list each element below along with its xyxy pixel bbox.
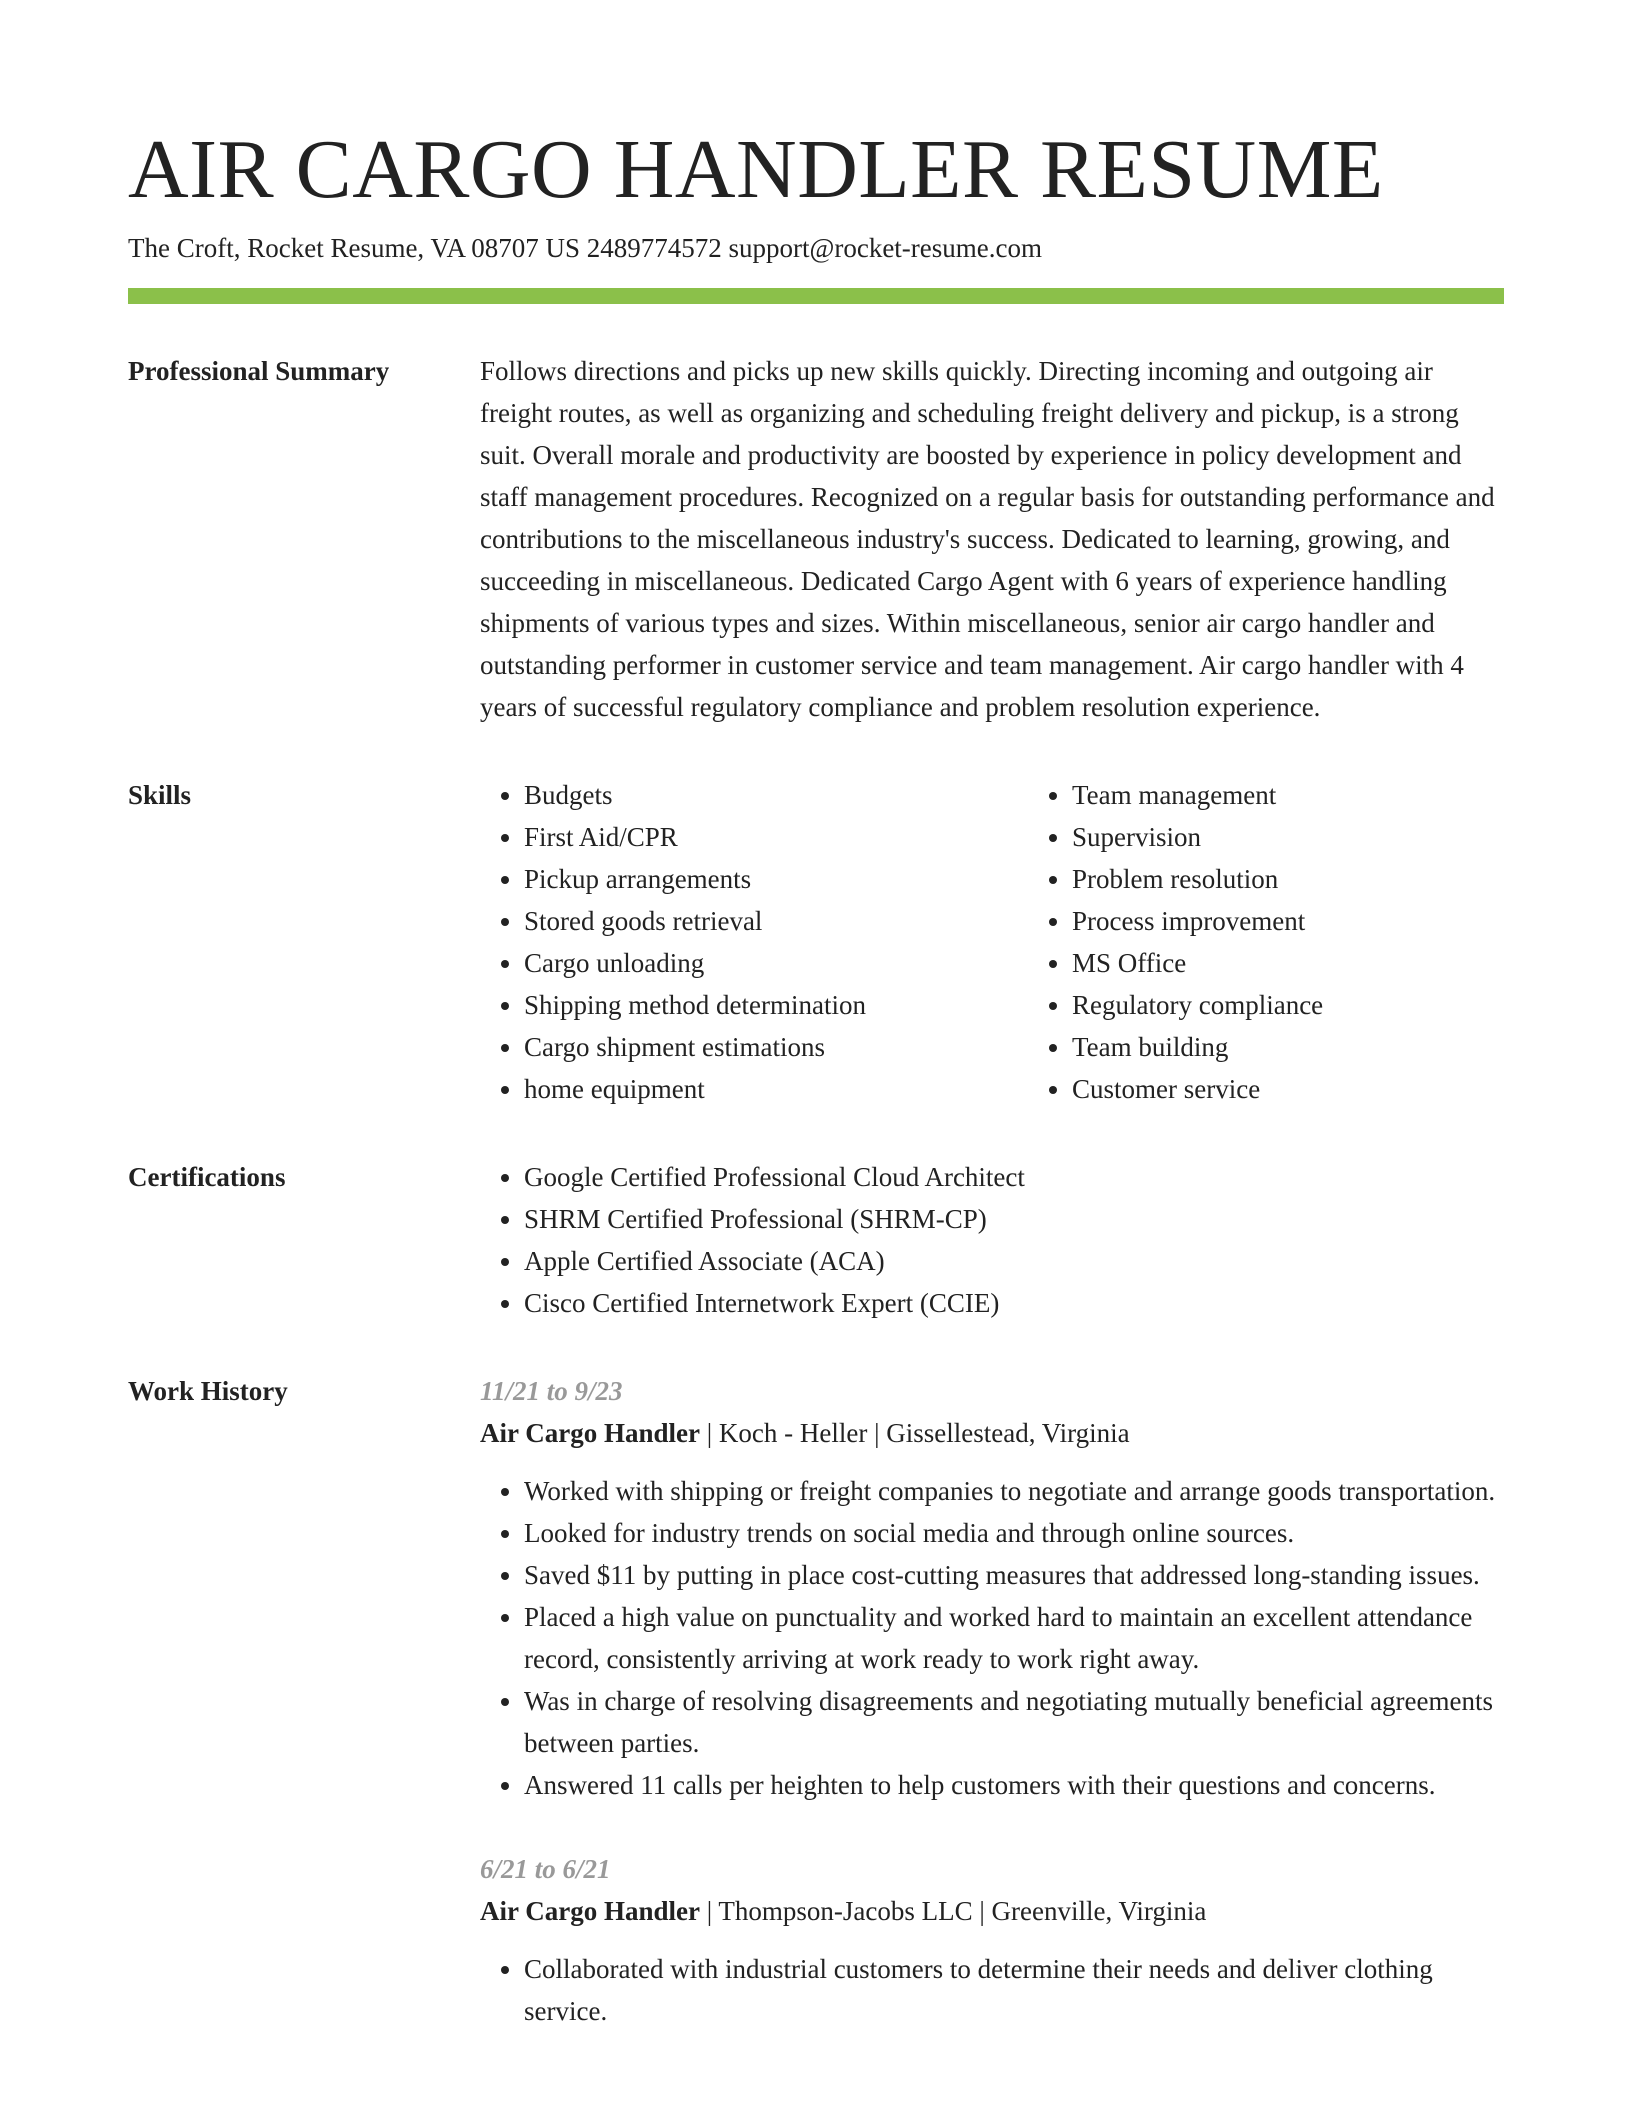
skill-item: • Pickup arrangements	[524, 858, 1028, 900]
certification-item: • Cisco Certified Internetwork Expert (CCIE)	[524, 1282, 1504, 1324]
job-bullet: • Worked with shipping or freight companies to negotiate and arrange goods transportation.	[524, 1470, 1504, 1512]
skill-item: • Problem resolution	[1072, 858, 1576, 900]
skill-item: • Cargo shipment estimations	[524, 1026, 1028, 1068]
accent-divider	[128, 288, 1504, 304]
contact-line: The Croft, Rocket Resume, VA 08707 US 2489774572 support@rocket-resume.com	[128, 233, 1043, 263]
resume-page	[128, 120, 1504, 2032]
skill-item: • Supervision	[1072, 816, 1576, 858]
job-employer-location: | Koch - Heller | Gissellestead, Virginia	[699, 1418, 1130, 1448]
skill-item: • Budgets	[524, 774, 1028, 816]
job-bullet: • Looked for industry trends on social media and through online sources.	[524, 1512, 1504, 1554]
job-bullet: • Collaborated with industrial customers to determine their needs and deliver clothing service.	[524, 1948, 1504, 2032]
job-header	[480, 1412, 1504, 1454]
job-bullet: • Was in charge of resolving disagreements and negotiating mutually beneficial agreements between parties.	[524, 1680, 1504, 1764]
skill-item: • MS Office	[1072, 942, 1576, 984]
job-entry	[480, 1370, 1504, 1806]
skill-item: • home equipment	[524, 1068, 1028, 1110]
job-bullets	[480, 1948, 1504, 2032]
certifications-heading: Certifications	[128, 1162, 286, 1192]
skill-item: • Team building	[1072, 1026, 1576, 1068]
skill-item: • Cargo unloading	[524, 942, 1028, 984]
skills-heading: Skills	[128, 780, 192, 810]
job-employer-location: | Thompson-Jacobs LLC | Greenville, Virginia	[699, 1896, 1207, 1926]
skill-item: • Process improvement	[1072, 900, 1576, 942]
resume-title: AIR CARGO HANDLER RESUME	[128, 123, 1384, 216]
certification-item: • Apple Certified Associate (ACA)	[524, 1240, 1504, 1282]
certifications-list	[480, 1156, 1504, 1324]
job-header	[480, 1890, 1504, 1932]
skill-item: • Shipping method determination	[524, 984, 1028, 1026]
job-dates: 11/21 to 9/23	[480, 1376, 623, 1406]
job-title: Air Cargo Handler	[480, 1418, 700, 1448]
work-history-heading: Work History	[128, 1376, 288, 1406]
certification-item: • Google Certified Professional Cloud Architect	[524, 1156, 1504, 1198]
job-bullets	[480, 1470, 1504, 1806]
certifications-section	[128, 1162, 1504, 1324]
summary-heading: Professional Summary	[128, 356, 390, 386]
skills-list-right	[1028, 774, 1576, 1110]
job-dates: 6/21 to 6/21	[480, 1854, 611, 1884]
skill-item: • Stored goods retrieval	[524, 900, 1028, 942]
skill-item: • Team management	[1072, 774, 1576, 816]
skills-section	[128, 780, 1504, 1110]
job-bullet: • Answered 11 calls per heighten to help customers with their questions and concerns.	[524, 1764, 1504, 1806]
summary-section	[128, 356, 1504, 728]
job-title: Air Cargo Handler	[480, 1896, 700, 1926]
job-entry	[480, 1848, 1504, 2032]
skill-item: • Regulatory compliance	[1072, 984, 1576, 1026]
job-bullet: • Placed a high value on punctuality and worked hard to maintain an excellent attendance record, consistently arriving at work ready to work right away.	[524, 1596, 1504, 1680]
summary-text: Follows directions and picks up new skills quickly. Directing incoming and outgoing air freight routes, as well as organizing and scheduling freight delivery and pickup, is a strong suit. Overall morale and productivity are boosted by experience in policy development and staff management procedures. Recognized on a regular basis for outstanding performance and contributions to the miscellaneous industry's success. Dedicated to learning, growing, and succeeding in miscellaneous. Dedicated Cargo Agent with 6 years of experience handling shipments of various types and sizes. Within miscellaneous, senior air cargo handler and outstanding performer in customer service and team management. Air cargo handler with 4 years of successful regulatory compliance and problem resolution experience.	[480, 356, 1495, 722]
skill-item: • Customer service	[1072, 1068, 1576, 1110]
skill-item: • First Aid/CPR	[524, 816, 1028, 858]
work-history-section	[128, 1376, 1504, 2032]
skills-list-left	[480, 774, 1028, 1110]
certification-item: • SHRM Certified Professional (SHRM-CP)	[524, 1198, 1504, 1240]
job-bullet: • Saved $11 by putting in place cost-cutting measures that addressed long-standing issues.	[524, 1554, 1504, 1596]
